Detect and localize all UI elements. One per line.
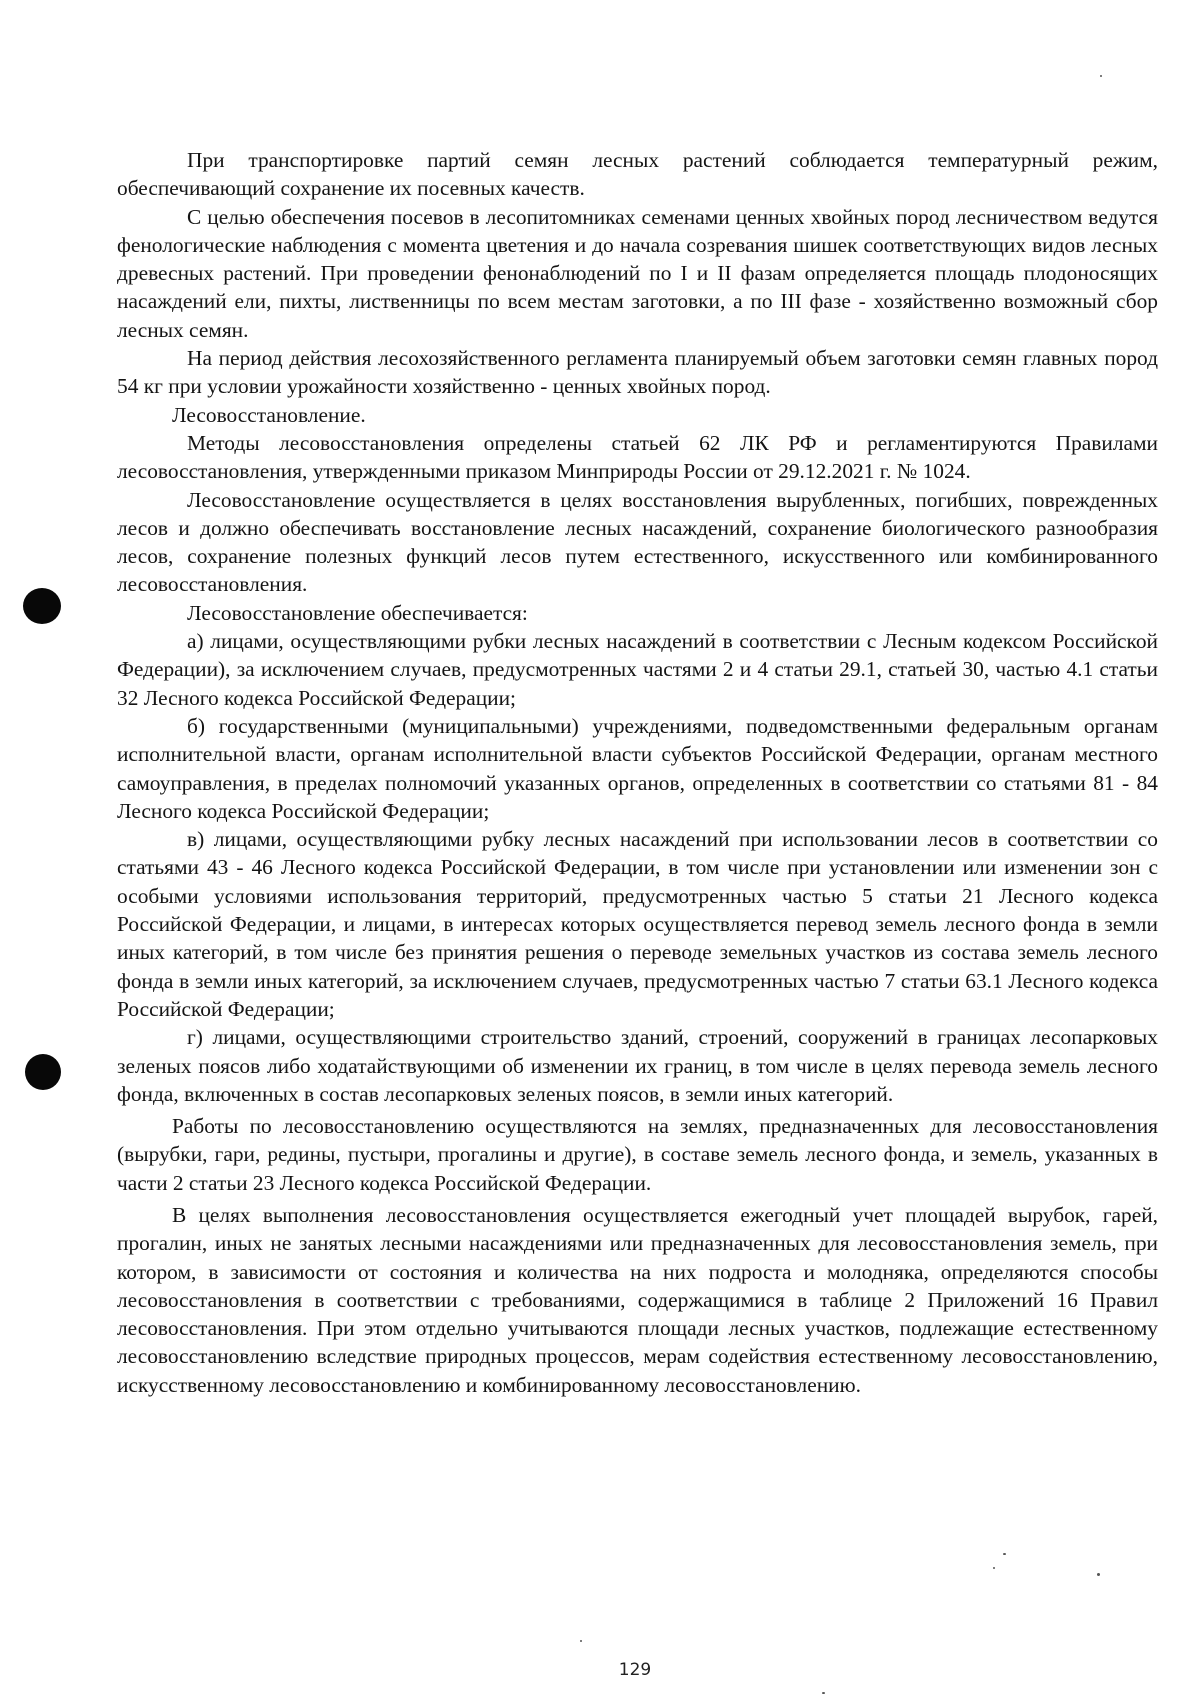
body-text [117,146,1158,1399]
list-item: г) лицами, осуществляющими строительство зданий, строений, сооружений в границах лесопарковых зеленых поясов либо ходатайствующими об изменении их границ, в том числе в целях перевода земель лесного фонда, включенных в состав лесопарковых зеленых поясов, в земли иных категорий. [117,1025,1158,1106]
paragraph: При транспортировке партий семян лесных растений соблюдается температурный режим, обеспечивающий сохранение их посевных качеств. [117,148,1158,201]
scan-speck [580,1640,582,1642]
punch-hole-mark [23,588,61,624]
paragraph: Лесовосстановление осуществляется в целях восстановления вырубленных, погибших, поврежденных лесов и должно обеспечивать восстановление лесных насаждений, сохранение биологического разнообразия лесов, сохранение полезных функций лесов путем естественного, искусственного или комбинированного лесовосстановления. [117,487,1158,597]
section-heading: Лесовосстановление. [172,402,366,427]
paragraph: С целью обеспечения посевов в лесопитомниках семенами ценных хвойных пород лесничеством ведутся фенологические наблюдения с момента цветения и до начала созревания шишек соответствующих видов лесных древесных растений. При проведении фенонаблюдений по I и II фазам определяется площадь плодоносящих насаждений ели, пихты, лиственницы по всем местам заготовки, а по III фазе - хозяйственно возможный сбор лесных семян. [117,204,1158,342]
list-item: в) лицами, осуществляющими рубку лесных насаждений при использовании лесов в соответствии со статьями 43 - 46 Лесного кодекса Российской Федерации, в том числе при установлении или изменении зон с особыми условиями использования территорий, предусмотренных частью 5 статьи 21 Лесного кодекса Российской Федерации, и лицами, в интересах которых осуществляется перевод земель лесного фонда в земли иных категорий, в том числе без принятия решения о переводе земельных участков из состава земель лесного фонда в земли иных категорий, за исключением случаев, предусмотренных частью 7 статьи 63.1 Лесного кодекса Российской Федерации; [117,827,1158,1021]
list-item: б) государственными (муниципальными) учреждениями, подведомственными федеральным органам исполнительной власти, органам исполнительной власти субъектов Российской Федерации, органам местного самоуправления, в пределах полномочий указанных органов, определенных в соответствии со статьями 81 - 84 Лесного кодекса Российской Федерации; [117,713,1158,823]
scan-speck [993,1567,995,1569]
scan-speck [822,1692,825,1694]
punch-hole-mark [25,1054,61,1090]
paragraph: Лесовосстановление обеспечивается: [187,600,528,625]
scan-speck [1003,1553,1006,1555]
list-item: а) лицами, осуществляющими рубки лесных насаждений в соответствии с Лесным кодексом Российской Федерации), за исключением случаев, предусмотренных частями 2 и 4 статьи 29.1, статьей 30, частью 4.1 статьи 32 Лесного кодекса Российской Федерации; [117,629,1158,710]
paragraph: Методы лесовосстановления определены статьей 62 ЛК РФ и регламентируются Правилами лесовосстановления, утвержденными приказом Минприроды России от 29.12.2021 г. № 1024. [117,430,1158,484]
scan-speck [1097,1573,1100,1576]
paragraph: На период действия лесохозяйственного регламента планируемый объем заготовки семян главных пород 54 кг при условии урожайности хозяйственно - ценных хвойных пород. [117,346,1158,399]
paragraph: В целях выполнения лесовосстановления осуществляется ежегодный учет площадей вырубок, гарей, прогалин, иных не занятых лесными насаждениями или предназначенных для лесовосстановления земель, при котором, в зависимости от состояния и количества на них подроста и молодняка, определяются способы лесовосстановления в соответствии с требованиями, содержащимися в таблице 2 Приложений 16 Правил лесовосстановления. При этом отдельно учитываются площади лесных участков, подлежащие естественному лесовосстановлению вследствие природных процессов, мерам содействия естественному лесовосстановлению, искусственному лесовосстановлению и комбинированному лесовосстановлению. [117,1202,1158,1397]
scan-speck [1100,75,1102,77]
paragraph: Работы по лесовосстановлению осуществляются на землях, предназначенных для лесовосстановления (вырубки, гари, редины, пустыри, прогалины и другие), в составе земель лесного фонда, и земель, указанных в части 2 статьи 23 Лесного кодекса Российской Федерации. [117,1114,1158,1195]
page-number: 129 [618,1660,652,1680]
